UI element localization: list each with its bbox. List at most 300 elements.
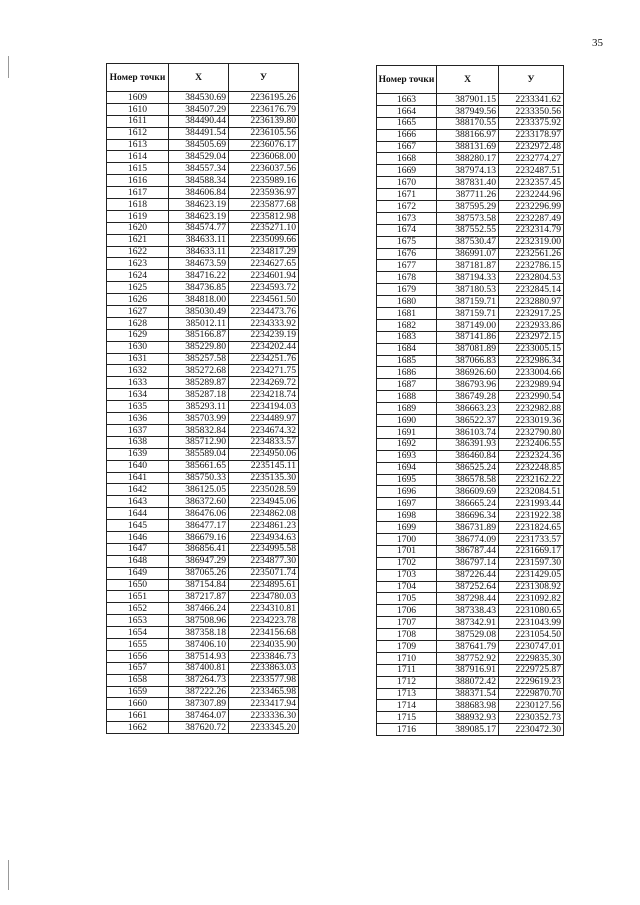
- point-number-cell: 1682: [377, 319, 437, 331]
- table-row: [377, 688, 564, 700]
- point-number-cell: 1687: [377, 379, 437, 391]
- table-row: [377, 308, 564, 320]
- y-coordinate-cell: 2232084.51: [499, 486, 564, 498]
- y-coordinate-cell: 2232774.27: [499, 153, 564, 165]
- x-coordinate-cell: 385166.87: [169, 329, 229, 341]
- point-number-cell: 1675: [377, 236, 437, 248]
- table-row: [107, 567, 299, 579]
- page-edge-mark: [8, 860, 9, 890]
- x-coordinate-cell: 386477.17: [169, 520, 229, 532]
- point-number-cell: 1702: [377, 557, 437, 569]
- x-coordinate-cell: 386797.14: [437, 557, 499, 569]
- point-number-cell: 1671: [377, 189, 437, 201]
- point-number-cell: 1656: [107, 650, 169, 662]
- point-number-cell: 1633: [107, 377, 169, 389]
- header-x: X: [169, 64, 229, 92]
- x-coordinate-cell: 384633.11: [169, 246, 229, 258]
- x-coordinate-cell: 384507.29: [169, 103, 229, 115]
- y-coordinate-cell: 2234934.63: [229, 531, 299, 543]
- point-number-cell: 1673: [377, 212, 437, 224]
- point-number-cell: 1660: [107, 698, 169, 710]
- x-coordinate-cell: 387901.15: [437, 94, 499, 106]
- x-coordinate-cell: 386476.06: [169, 508, 229, 520]
- table-row: [377, 296, 564, 308]
- table-row: [377, 105, 564, 117]
- table-row: [377, 141, 564, 153]
- x-coordinate-cell: 384490.44: [169, 115, 229, 127]
- point-number-cell: 1617: [107, 187, 169, 199]
- y-coordinate-cell: 2232790.80: [499, 426, 564, 438]
- y-coordinate-cell: 2233178.97: [499, 129, 564, 141]
- y-coordinate-cell: 2232972.15: [499, 331, 564, 343]
- y-coordinate-cell: 2231733.57: [499, 533, 564, 545]
- table-row: [377, 391, 564, 403]
- table-row: [377, 462, 564, 474]
- table-row: [377, 415, 564, 427]
- x-coordinate-cell: 385661.65: [169, 460, 229, 472]
- table-row: [107, 460, 299, 472]
- table-row: [107, 413, 299, 425]
- y-coordinate-cell: 2234601.94: [229, 270, 299, 282]
- y-coordinate-cell: 2234310.81: [229, 603, 299, 615]
- table-row: [377, 343, 564, 355]
- x-coordinate-cell: 386679.16: [169, 531, 229, 543]
- x-coordinate-cell: 387949.56: [437, 105, 499, 117]
- y-coordinate-cell: 2235099.66: [229, 234, 299, 246]
- x-coordinate-cell: 387595.29: [437, 201, 499, 213]
- point-number-cell: 1662: [107, 722, 169, 734]
- y-coordinate-cell: 2234251.76: [229, 353, 299, 365]
- point-number-cell: 1642: [107, 484, 169, 496]
- table-row: [107, 603, 299, 615]
- point-number-cell: 1712: [377, 676, 437, 688]
- y-coordinate-cell: 2230472.30: [499, 724, 564, 736]
- x-coordinate-cell: 384623.19: [169, 210, 229, 222]
- table-row: [377, 236, 564, 248]
- point-number-cell: 1677: [377, 260, 437, 272]
- x-coordinate-cell: 386787.44: [437, 545, 499, 557]
- point-number-cell: 1632: [107, 365, 169, 377]
- table-row: [107, 234, 299, 246]
- point-number-cell: 1659: [107, 686, 169, 698]
- table-row: [377, 284, 564, 296]
- y-coordinate-cell: 2232487.51: [499, 165, 564, 177]
- table-row: [107, 270, 299, 282]
- table-row: [107, 650, 299, 662]
- x-coordinate-cell: 384491.54: [169, 127, 229, 139]
- y-coordinate-cell: 2236195.26: [229, 92, 299, 104]
- x-coordinate-cell: 387573.58: [437, 212, 499, 224]
- coordinates-table-left: [106, 63, 299, 734]
- x-coordinate-cell: 387066.83: [437, 355, 499, 367]
- y-coordinate-cell: 2232314.79: [499, 224, 564, 236]
- x-coordinate-cell: 385832.84: [169, 424, 229, 436]
- point-number-cell: 1693: [377, 450, 437, 462]
- x-coordinate-cell: 384557.34: [169, 163, 229, 175]
- x-coordinate-cell: 386663.23: [437, 403, 499, 415]
- y-coordinate-cell: 2234674.32: [229, 424, 299, 436]
- x-coordinate-cell: 387226.44: [437, 569, 499, 581]
- point-number-cell: 1657: [107, 662, 169, 674]
- table-row: [107, 377, 299, 389]
- point-number-cell: 1626: [107, 294, 169, 306]
- table-row: [377, 700, 564, 712]
- x-coordinate-cell: 384588.34: [169, 175, 229, 187]
- point-number-cell: 1650: [107, 579, 169, 591]
- y-coordinate-cell: 2234489.97: [229, 413, 299, 425]
- y-coordinate-cell: 2233004.66: [499, 367, 564, 379]
- table-row: [377, 367, 564, 379]
- table-row: [107, 710, 299, 722]
- point-number-cell: 1623: [107, 258, 169, 270]
- table-row: [377, 379, 564, 391]
- x-coordinate-cell: 386774.09: [437, 533, 499, 545]
- y-coordinate-cell: 2231824.65: [499, 522, 564, 534]
- x-coordinate-cell: 387159.71: [437, 296, 499, 308]
- table-row: [377, 652, 564, 664]
- table-row: [107, 282, 299, 294]
- table-row: [377, 498, 564, 510]
- table-row: [107, 258, 299, 270]
- point-number-cell: 1680: [377, 296, 437, 308]
- point-number-cell: 1616: [107, 175, 169, 187]
- table-row: [107, 210, 299, 222]
- table-row: [107, 246, 299, 258]
- point-number-cell: 1692: [377, 438, 437, 450]
- point-number-cell: 1610: [107, 103, 169, 115]
- table-row: [377, 438, 564, 450]
- point-number-cell: 1664: [377, 105, 437, 117]
- table-row: [107, 686, 299, 698]
- y-coordinate-cell: 2234861.23: [229, 520, 299, 532]
- page-edge-mark: [8, 56, 9, 78]
- y-coordinate-cell: 2233577.98: [229, 674, 299, 686]
- point-number-cell: 1699: [377, 522, 437, 534]
- point-number-cell: 1621: [107, 234, 169, 246]
- point-number-cell: 1629: [107, 329, 169, 341]
- y-coordinate-cell: 2232845.14: [499, 284, 564, 296]
- x-coordinate-cell: 388131.69: [437, 141, 499, 153]
- y-coordinate-cell: 2235989.16: [229, 175, 299, 187]
- y-coordinate-cell: 2232982.88: [499, 403, 564, 415]
- y-coordinate-cell: 2233345.20: [229, 722, 299, 734]
- x-coordinate-cell: 387831.40: [437, 177, 499, 189]
- y-coordinate-cell: 2235145.11: [229, 460, 299, 472]
- y-coordinate-cell: 2233350.56: [499, 105, 564, 117]
- table-row: [107, 472, 299, 484]
- table-row: [107, 199, 299, 211]
- y-coordinate-cell: 2234627.65: [229, 258, 299, 270]
- x-coordinate-cell: 386856.41: [169, 543, 229, 555]
- point-number-cell: 1615: [107, 163, 169, 175]
- point-number-cell: 1679: [377, 284, 437, 296]
- y-coordinate-cell: 2232248.85: [499, 462, 564, 474]
- x-coordinate-cell: 386372.60: [169, 496, 229, 508]
- point-number-cell: 1711: [377, 664, 437, 676]
- y-coordinate-cell: 2233005.15: [499, 343, 564, 355]
- x-coordinate-cell: 387752.92: [437, 652, 499, 664]
- x-coordinate-cell: 387466.24: [169, 603, 229, 615]
- x-coordinate-cell: 386125.05: [169, 484, 229, 496]
- point-number-cell: 1627: [107, 306, 169, 318]
- y-coordinate-cell: 2233336.30: [229, 710, 299, 722]
- table-row: [107, 436, 299, 448]
- x-coordinate-cell: 385229.80: [169, 341, 229, 353]
- table-row: [107, 508, 299, 520]
- table-row: [377, 272, 564, 284]
- table-row: [377, 486, 564, 498]
- table-row: [377, 153, 564, 165]
- table-row: [107, 543, 299, 555]
- point-number-cell: 1622: [107, 246, 169, 258]
- point-number-cell: 1667: [377, 141, 437, 153]
- y-coordinate-cell: 2235028.59: [229, 484, 299, 496]
- point-number-cell: 1628: [107, 317, 169, 329]
- table-row: [107, 341, 299, 353]
- x-coordinate-cell: 386460.84: [437, 450, 499, 462]
- x-coordinate-cell: 384574.77: [169, 222, 229, 234]
- x-coordinate-cell: 387338.43: [437, 605, 499, 617]
- y-coordinate-cell: 2232162.22: [499, 474, 564, 486]
- y-coordinate-cell: 2233019.36: [499, 415, 564, 427]
- y-coordinate-cell: 2234333.92: [229, 317, 299, 329]
- table-row: [107, 401, 299, 413]
- x-coordinate-cell: 387406.10: [169, 638, 229, 650]
- y-coordinate-cell: 2231993.44: [499, 498, 564, 510]
- point-number-cell: 1715: [377, 712, 437, 724]
- header-y: У: [499, 66, 564, 94]
- y-coordinate-cell: 2233341.62: [499, 94, 564, 106]
- x-coordinate-cell: 387400.81: [169, 662, 229, 674]
- point-number-cell: 1613: [107, 139, 169, 151]
- x-coordinate-cell: 385289.87: [169, 377, 229, 389]
- table-row: [107, 306, 299, 318]
- point-number-cell: 1635: [107, 401, 169, 413]
- y-coordinate-cell: 2229870.70: [499, 688, 564, 700]
- point-number-cell: 1636: [107, 413, 169, 425]
- table-row: [377, 355, 564, 367]
- table-row: [107, 103, 299, 115]
- y-coordinate-cell: 2231669.17: [499, 545, 564, 557]
- table-row: [107, 222, 299, 234]
- table-row: [107, 424, 299, 436]
- point-number-cell: 1714: [377, 700, 437, 712]
- y-coordinate-cell: 2232786.15: [499, 260, 564, 272]
- point-number-cell: 1654: [107, 627, 169, 639]
- y-coordinate-cell: 2234473.76: [229, 306, 299, 318]
- table-row: [107, 591, 299, 603]
- y-coordinate-cell: 2234269.72: [229, 377, 299, 389]
- y-coordinate-cell: 2233465.98: [229, 686, 299, 698]
- x-coordinate-cell: 387194.33: [437, 272, 499, 284]
- table-row: [107, 531, 299, 543]
- y-coordinate-cell: 2231092.82: [499, 593, 564, 605]
- point-number-cell: 1669: [377, 165, 437, 177]
- point-number-cell: 1630: [107, 341, 169, 353]
- y-coordinate-cell: 2234202.44: [229, 341, 299, 353]
- x-coordinate-cell: 386609.69: [437, 486, 499, 498]
- table-row: [377, 212, 564, 224]
- y-coordinate-cell: 2232561.26: [499, 248, 564, 260]
- y-coordinate-cell: 2234561.50: [229, 294, 299, 306]
- y-coordinate-cell: 2230747.01: [499, 640, 564, 652]
- point-number-cell: 1643: [107, 496, 169, 508]
- table-row: [107, 615, 299, 627]
- y-coordinate-cell: 2234218.74: [229, 389, 299, 401]
- point-number-cell: 1645: [107, 520, 169, 532]
- table-row: [107, 163, 299, 175]
- point-number-cell: 1684: [377, 343, 437, 355]
- y-coordinate-cell: 2232319.00: [499, 236, 564, 248]
- point-number-cell: 1652: [107, 603, 169, 615]
- table-row: [107, 579, 299, 591]
- x-coordinate-cell: 387641.79: [437, 640, 499, 652]
- y-coordinate-cell: 2232804.53: [499, 272, 564, 284]
- y-coordinate-cell: 2236037.56: [229, 163, 299, 175]
- y-coordinate-cell: 2234239.19: [229, 329, 299, 341]
- y-coordinate-cell: 2234895.61: [229, 579, 299, 591]
- table-row: [377, 676, 564, 688]
- point-number-cell: 1686: [377, 367, 437, 379]
- x-coordinate-cell: 385287.18: [169, 389, 229, 401]
- table-row: [377, 712, 564, 724]
- y-coordinate-cell: 2235135.30: [229, 472, 299, 484]
- table-row: [107, 496, 299, 508]
- point-number-cell: 1678: [377, 272, 437, 284]
- point-number-cell: 1639: [107, 448, 169, 460]
- x-coordinate-cell: 387358.18: [169, 627, 229, 639]
- x-coordinate-cell: 387916.91: [437, 664, 499, 676]
- x-coordinate-cell: 384505.69: [169, 139, 229, 151]
- x-coordinate-cell: 386991.07: [437, 248, 499, 260]
- table-row: [107, 662, 299, 674]
- table-row: [377, 94, 564, 106]
- y-coordinate-cell: 2235071.74: [229, 567, 299, 579]
- x-coordinate-cell: 384716.22: [169, 270, 229, 282]
- coordinates-table-right: [376, 65, 564, 736]
- point-number-cell: 1647: [107, 543, 169, 555]
- x-coordinate-cell: 387514.93: [169, 650, 229, 662]
- table-row: [377, 450, 564, 462]
- x-coordinate-cell: 387298.44: [437, 593, 499, 605]
- point-number-cell: 1625: [107, 282, 169, 294]
- y-coordinate-cell: 2232244.96: [499, 189, 564, 201]
- y-coordinate-cell: 2234945.06: [229, 496, 299, 508]
- table-row: [377, 403, 564, 415]
- y-coordinate-cell: 2233417.94: [229, 698, 299, 710]
- page-number: 35: [592, 37, 603, 49]
- point-number-cell: 1713: [377, 688, 437, 700]
- table-row: [377, 319, 564, 331]
- point-number-cell: 1646: [107, 531, 169, 543]
- point-number-cell: 1631: [107, 353, 169, 365]
- point-number-cell: 1710: [377, 652, 437, 664]
- x-coordinate-cell: 387530.47: [437, 236, 499, 248]
- x-coordinate-cell: 387222.26: [169, 686, 229, 698]
- x-coordinate-cell: 387154.84: [169, 579, 229, 591]
- point-number-cell: 1661: [107, 710, 169, 722]
- y-coordinate-cell: 2229725.87: [499, 664, 564, 676]
- point-number-cell: 1641: [107, 472, 169, 484]
- point-number-cell: 1703: [377, 569, 437, 581]
- point-number-cell: 1634: [107, 389, 169, 401]
- point-number-cell: 1620: [107, 222, 169, 234]
- point-number-cell: 1655: [107, 638, 169, 650]
- table-row: [107, 448, 299, 460]
- table-row: [107, 555, 299, 567]
- point-number-cell: 1704: [377, 581, 437, 593]
- y-coordinate-cell: 2235271.10: [229, 222, 299, 234]
- y-coordinate-cell: 2234950.06: [229, 448, 299, 460]
- x-coordinate-cell: 387342.91: [437, 617, 499, 629]
- table-row: [377, 426, 564, 438]
- table-row: [377, 189, 564, 201]
- point-number-cell: 1697: [377, 498, 437, 510]
- point-number-cell: 1651: [107, 591, 169, 603]
- x-coordinate-cell: 385703.99: [169, 413, 229, 425]
- point-number-cell: 1708: [377, 629, 437, 641]
- table-row: [107, 484, 299, 496]
- point-number-cell: 1676: [377, 248, 437, 260]
- x-coordinate-cell: 387307.89: [169, 698, 229, 710]
- x-coordinate-cell: 385712.90: [169, 436, 229, 448]
- x-coordinate-cell: 388683.98: [437, 700, 499, 712]
- x-coordinate-cell: 387252.64: [437, 581, 499, 593]
- y-coordinate-cell: 2232406.55: [499, 438, 564, 450]
- x-coordinate-cell: 387141.86: [437, 331, 499, 343]
- x-coordinate-cell: 387181.87: [437, 260, 499, 272]
- table-row: [377, 117, 564, 129]
- point-number-cell: 1609: [107, 92, 169, 104]
- x-coordinate-cell: 385257.58: [169, 353, 229, 365]
- x-coordinate-cell: 389085.17: [437, 724, 499, 736]
- table-row: [377, 557, 564, 569]
- x-coordinate-cell: 384623.19: [169, 199, 229, 211]
- x-coordinate-cell: 387180.53: [437, 284, 499, 296]
- table-row: [377, 129, 564, 141]
- point-number-cell: 1707: [377, 617, 437, 629]
- point-number-cell: 1658: [107, 674, 169, 686]
- table-row: [107, 674, 299, 686]
- y-coordinate-cell: 2231597.30: [499, 557, 564, 569]
- x-coordinate-cell: 387974.13: [437, 165, 499, 177]
- y-coordinate-cell: 2235877.68: [229, 199, 299, 211]
- y-coordinate-cell: 2231054.50: [499, 629, 564, 641]
- table-row: [107, 353, 299, 365]
- table-row: [377, 664, 564, 676]
- x-coordinate-cell: 387159.71: [437, 308, 499, 320]
- y-coordinate-cell: 2229619.23: [499, 676, 564, 688]
- table-row: [107, 127, 299, 139]
- y-coordinate-cell: 2232989.94: [499, 379, 564, 391]
- x-coordinate-cell: 388371.54: [437, 688, 499, 700]
- point-number-cell: 1638: [107, 436, 169, 448]
- point-number-cell: 1644: [107, 508, 169, 520]
- point-number-cell: 1691: [377, 426, 437, 438]
- x-coordinate-cell: 385589.04: [169, 448, 229, 460]
- point-number-cell: 1619: [107, 210, 169, 222]
- point-number-cell: 1695: [377, 474, 437, 486]
- table-row: [107, 151, 299, 163]
- y-coordinate-cell: 2231922.38: [499, 510, 564, 522]
- table-row: [107, 698, 299, 710]
- x-coordinate-cell: 385750.33: [169, 472, 229, 484]
- table-row: [377, 724, 564, 736]
- point-number-cell: 1683: [377, 331, 437, 343]
- y-coordinate-cell: 2236139.80: [229, 115, 299, 127]
- point-number-cell: 1674: [377, 224, 437, 236]
- x-coordinate-cell: 388166.97: [437, 129, 499, 141]
